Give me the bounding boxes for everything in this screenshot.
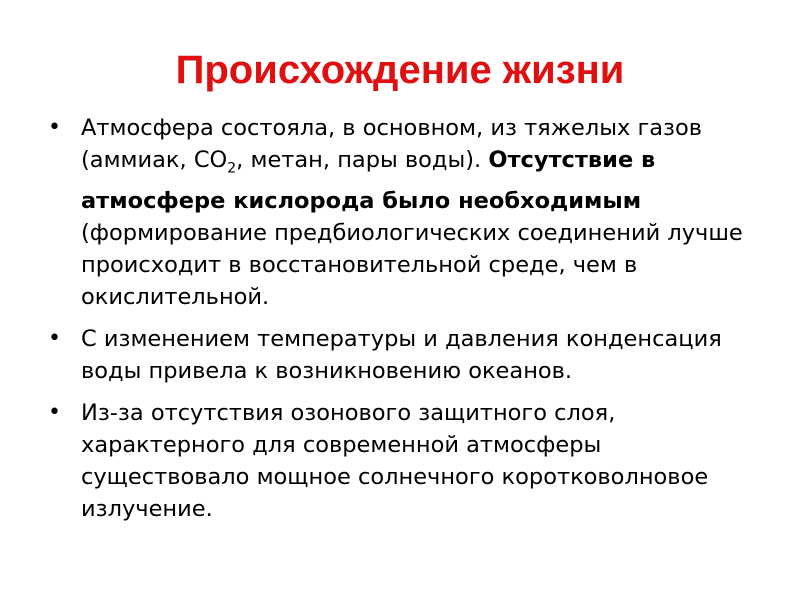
- bullet-item-atmosphere: [48, 112, 768, 313]
- bullet-item-radiation: [48, 397, 768, 525]
- bullet-item-oceans: [48, 323, 768, 387]
- bullet-text-part: , метан, пары воды).: [236, 147, 489, 173]
- bullet-marker: •: [48, 399, 61, 425]
- bullet-text: [81, 115, 743, 310]
- bullet-text-part: (формирование предбиологических соединений лучше происходит в восстановительной среде, чем в окислительной.: [81, 219, 743, 310]
- bullet-text-part: Атмосфера состояла, в основном, из тяжелых газов (аммиак, CO: [81, 115, 703, 173]
- co2-subscript: 2: [227, 160, 237, 177]
- bullet-text: С изменением температуры и давления конденсация воды привела к возникновению океанов.: [81, 325, 722, 384]
- bullet-marker: •: [48, 325, 61, 351]
- slide-title: Происхождение жизни: [175, 48, 625, 92]
- bullet-bold-text: Отсутствие в атмосфере кислорода было необходимым: [81, 147, 656, 214]
- bullet-list: [48, 112, 768, 535]
- bullet-marker: •: [48, 115, 61, 140]
- bullet-text: Из-за отсутствия озонового защитного слоя, характерного для современной атмосферы существовало мощное солнечного коротковолновое излучение.: [81, 399, 709, 522]
